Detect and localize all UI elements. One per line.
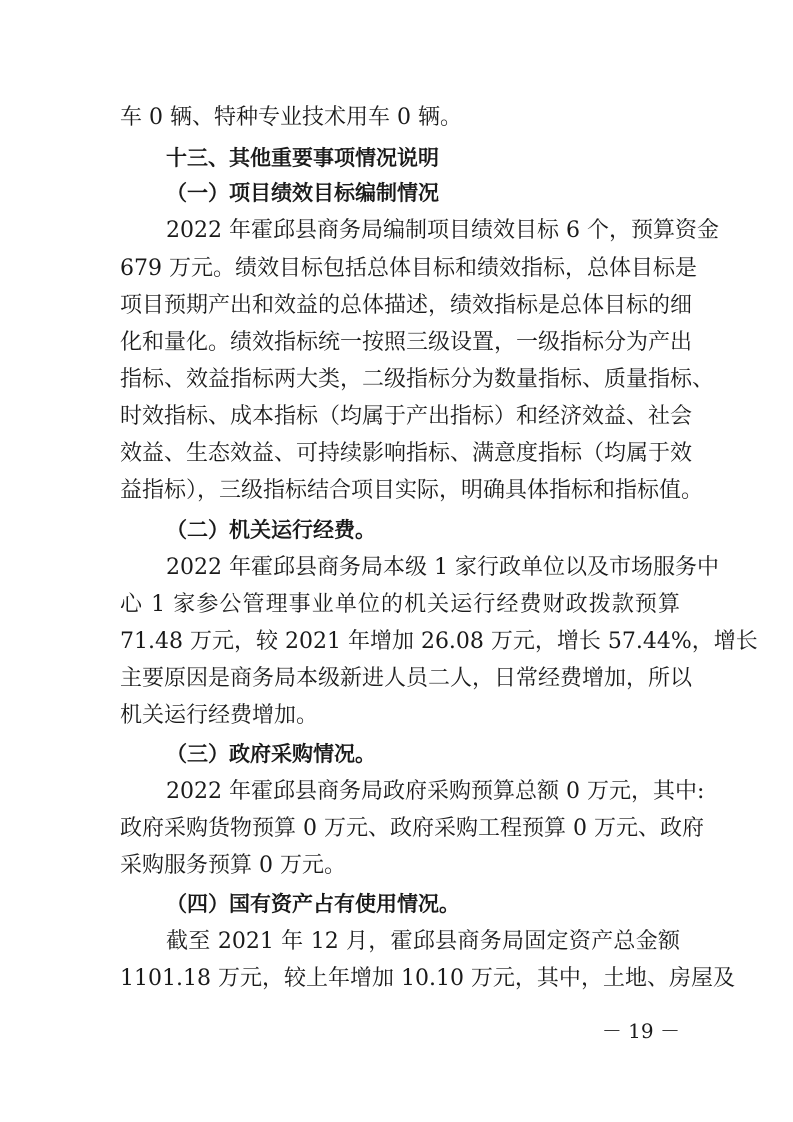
page-number: － 19 － xyxy=(601,1019,680,1043)
paragraph-line: 679 万元。绩效目标包括总体目标和绩效指标，总体目标是 xyxy=(120,256,697,281)
paragraph-line: 政府采购货物预算 0 万元、政府采购工程预算 0 万元、政府 xyxy=(120,816,704,841)
paragraph-line: 机关运行经费增加。 xyxy=(120,703,319,728)
paragraph-line: 2022 年霍邱县商务局编制项目绩效目标 6 个，预算资金 xyxy=(166,218,719,243)
paragraph-line: 71.48 万元，较 2021 年增加 26.08 万元，增长 57.44%，增长 xyxy=(120,629,758,654)
paragraph-line: 效益、生态效益、可持续影响指标、满意度指标（均属于效 xyxy=(120,441,693,466)
paragraph-line: 截至 2021 年 12 月，霍邱县商务局固定资产总金额 xyxy=(166,929,680,954)
paragraph-line: 采购服务预算 0 万元。 xyxy=(120,853,346,878)
paragraph-line: 化和量化。绩效指标统一按照三级设置，一级指标分为产出 xyxy=(120,330,693,355)
body-line: 车 0 辆、特种专业技术用车 0 辆。 xyxy=(120,105,462,130)
paragraph-line: 时效指标、成本指标（均属于产出指标）和经济效益、社会 xyxy=(120,404,693,429)
paragraph-line: 主要原因是商务局本级新进人员二人，日常经费增加，所以 xyxy=(120,666,693,691)
subsection-heading: （二）机关运行经费。 xyxy=(166,518,376,542)
paragraph-line: 心 1 家参公管理事业单位的机关运行经费财政拨款预算 xyxy=(120,592,680,617)
paragraph-line: 2022 年霍邱县商务局政府采购预算总额 0 万元，其中: xyxy=(166,779,705,804)
subsection-heading: （四）国有资产占有使用情况。 xyxy=(166,892,460,916)
section-heading: 十三、其他重要事项情况说明 xyxy=(166,146,439,170)
paragraph-line: 益指标），三级指标结合项目实际，明确具体指标和指标值。 xyxy=(120,478,704,503)
paragraph-line: 1101.18 万元，较上年增加 10.10 万元，其中，土地、房屋及 xyxy=(120,966,735,991)
paragraph-line: 指标、效益指标两大类，二级指标分为数量指标、质量指标、 xyxy=(120,367,715,392)
paragraph-line: 项目预期产出和效益的总体描述，绩效指标是总体目标的细 xyxy=(120,293,693,318)
subsection-heading: （一）项目绩效目标编制情况 xyxy=(166,181,439,205)
paragraph-line: 2022 年霍邱县商务局本级 1 家行政单位以及市场服务中 xyxy=(166,555,719,580)
subsection-heading: （三）政府采购情况。 xyxy=(166,742,376,766)
